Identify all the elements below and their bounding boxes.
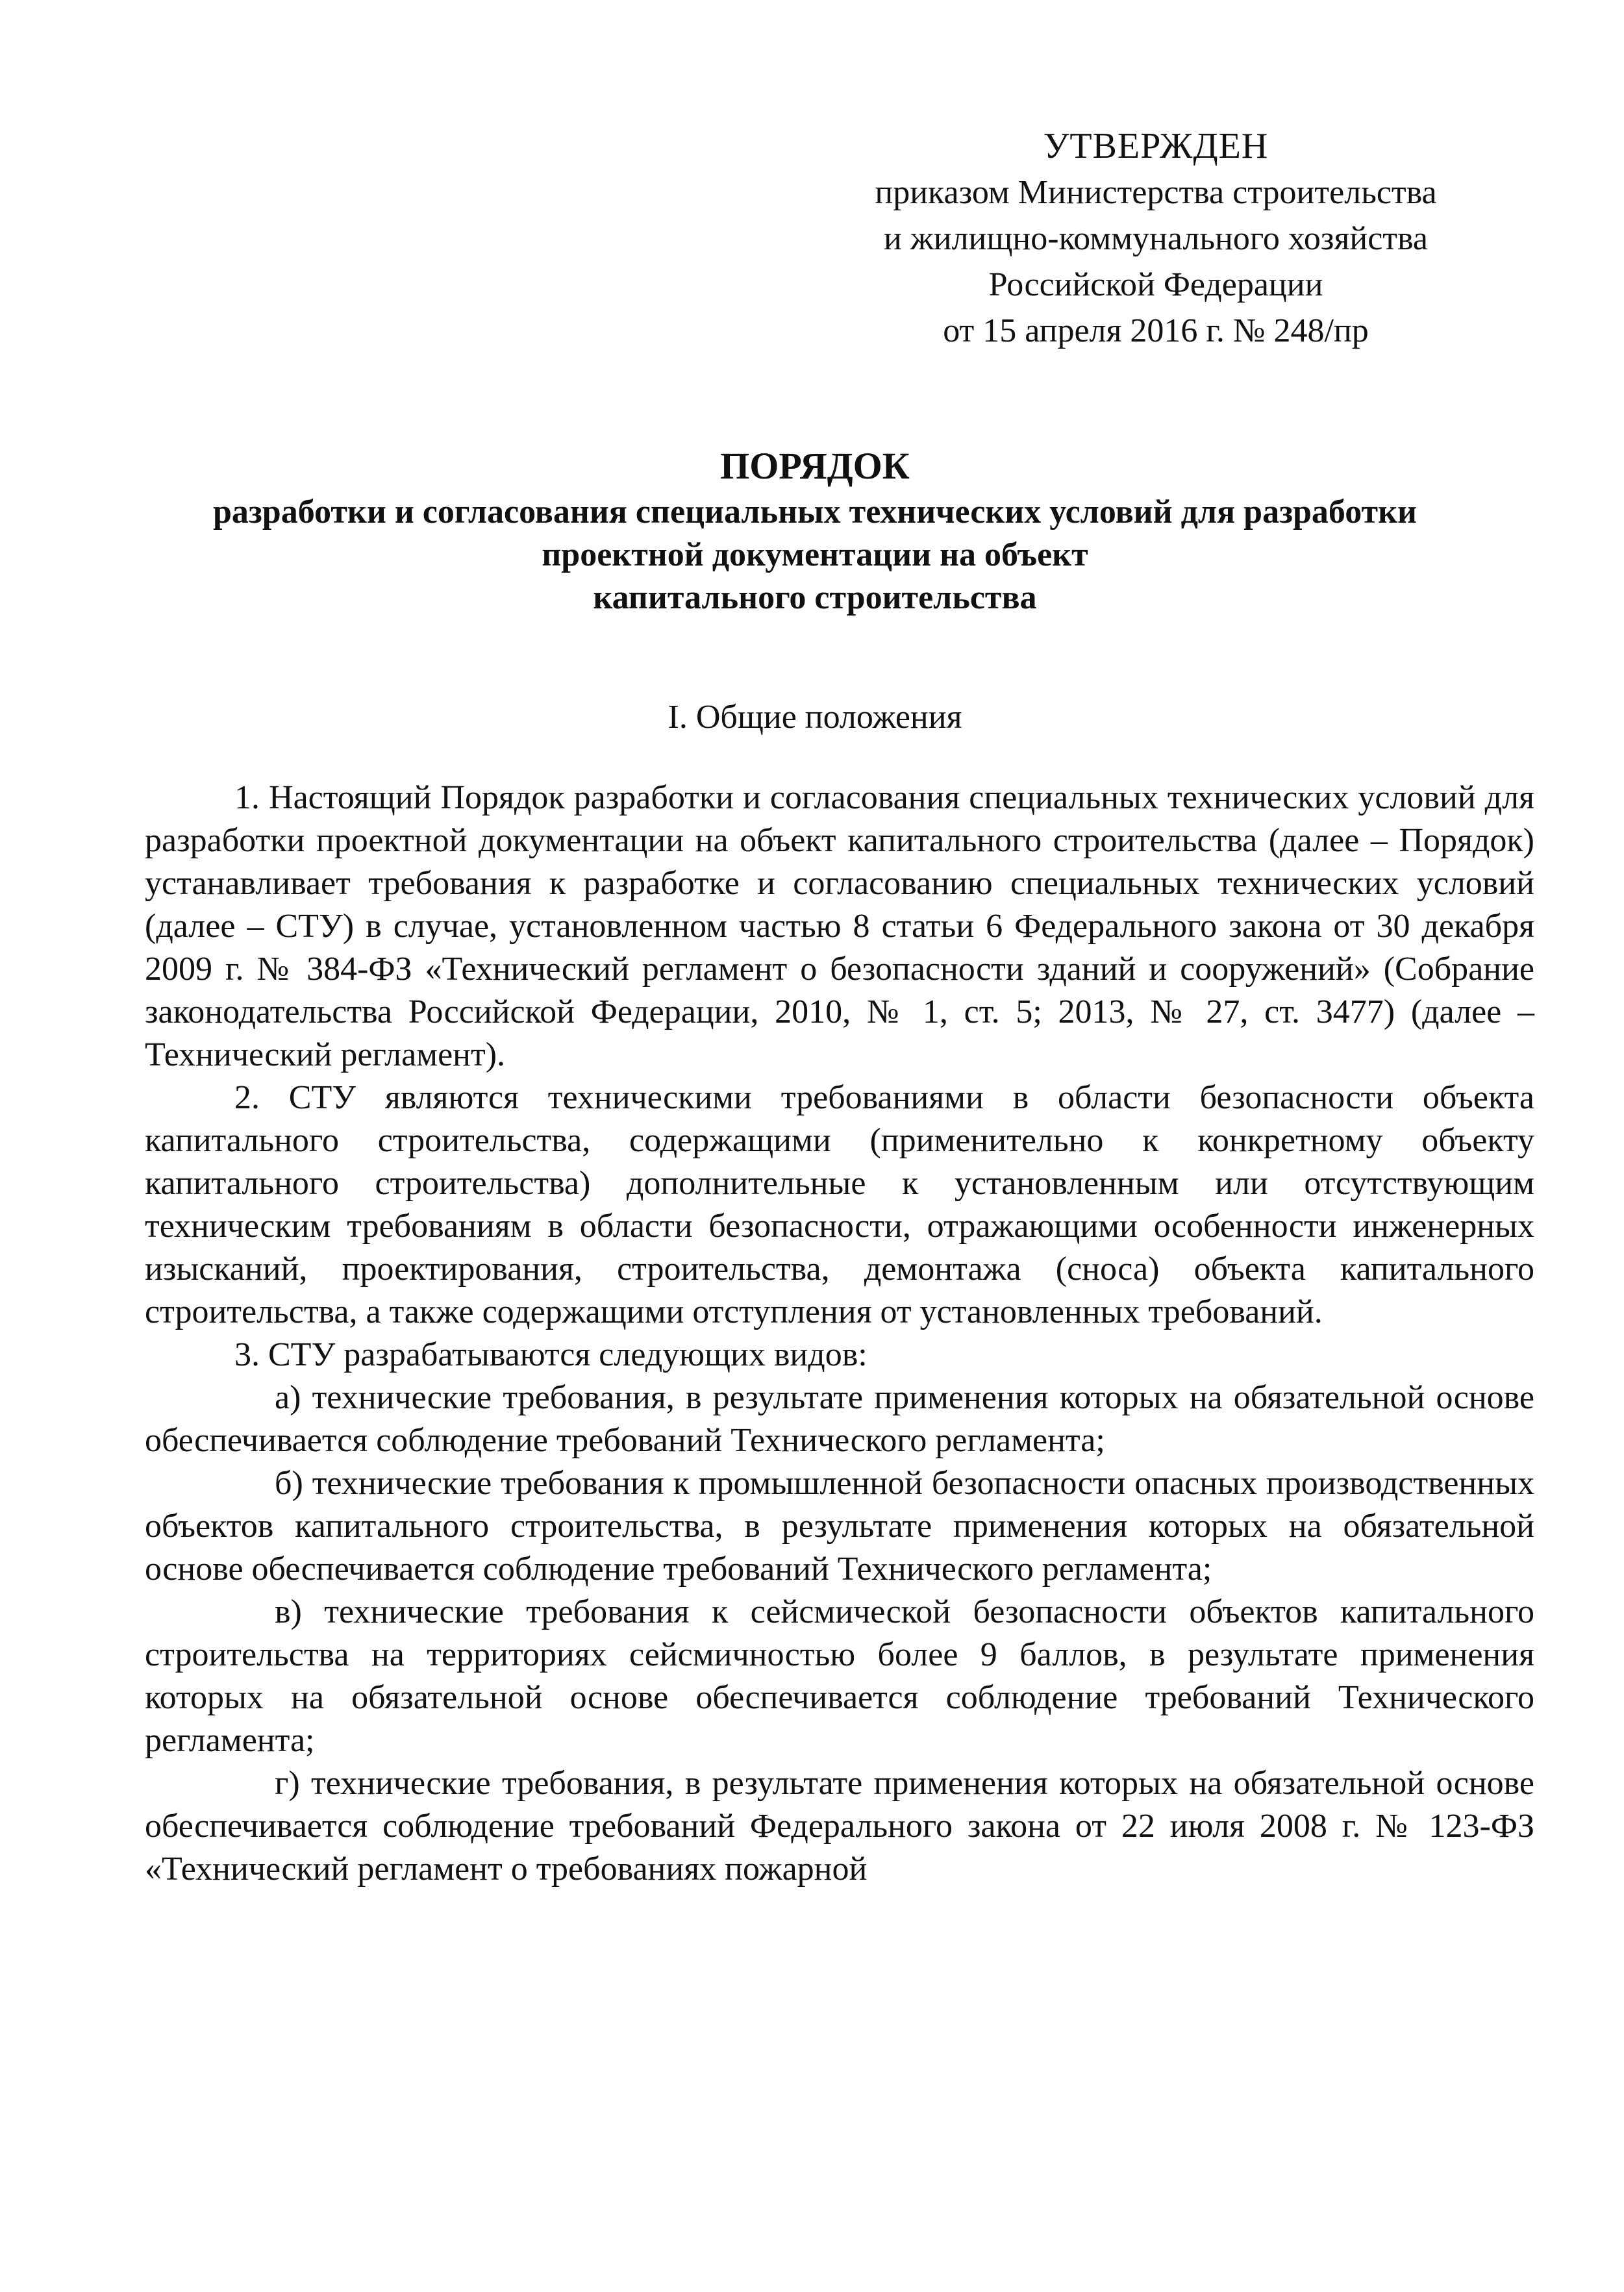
paragraph-2: 2. СТУ являются техническими требованиями в области безопасности объекта капитального строительства, содержащими (применительно к конкретному объекту капитального строительства) дополнительные к установленным или отсутствующим техническим требованиям в области безопасности, отражающими особенности инженерных изысканий, проектирования, строительства, демонтажа (сноса) объекта капитального строительства, а также содержащими отступления от установленных требований.: [145, 1079, 1534, 1330]
approval-stamp: [844, 123, 1468, 354]
subitem-a: а) технические требования, в результате применения которых на обязательной основе обеспечивается соблюдение требований Технического регламента;: [145, 1379, 1534, 1459]
document-subtitle-line: проектной документации на объект: [542, 536, 1088, 573]
document-body: [145, 777, 1534, 1891]
document-title: ПОРЯДОК: [720, 445, 910, 487]
document-subtitle-line: капитального строительства: [593, 579, 1037, 616]
approval-line: и жилищно-коммунального хозяйства: [884, 220, 1428, 257]
paragraph-1: 1. Настоящий Порядок разработки и согласования специальных технических условий для разработки проектной документации на объект капитального строительства (далее – Порядок) устанавливает требования к разработке и согласованию специальных технических условий (далее – СТУ) в случае, установленном частью 8 статьи 6 Федерального закона от 30 декабря 2009 г. № 384-ФЗ «Технический регламент о безопасности зданий и сооружений» (Собрание законодательства Российской Федерации, 2010, № 1, ст. 5; 2013, № 27, ст. 3477) (далее – Технический регламент).: [145, 779, 1534, 1073]
subitem-b: б) технические требования к промышленной безопасности опасных производственных объектов капитального строительства, в результате применения которых на обязательной основе обеспечивается соблюдение требований Технического регламента;: [145, 1465, 1534, 1588]
approval-line: Российской Федерации: [988, 266, 1323, 303]
approval-line: приказом Министерства строительства: [875, 174, 1437, 211]
document-subtitle-line: разработки и согласования специальных технических условий для разработки: [212, 493, 1418, 530]
document-title-block: [130, 442, 1500, 619]
paragraph-3: 3. СТУ разрабатываются следующих видов:: [234, 1336, 868, 1373]
approved-label: УТВЕРЖДЕН: [1043, 126, 1269, 166]
section-heading: I. Общие положения: [668, 699, 962, 736]
approval-date-number: от 15 апреля 2016 г. № 248/пр: [943, 312, 1369, 349]
subitem-v: в) технические требования к сейсмической безопасности объектов капитального строительства на территориях сейсмичностью более 9 баллов, в результате применения которых на обязательной основе обеспечивается соблюдение требований Технического регламента;: [145, 1593, 1534, 1759]
subitem-g: г) технические требования, в результате применения которых на обязательной основе обеспечивается соблюдение требований Федерального закона от 22 июля 2008 г. № 123-ФЗ «Технический регламент о требованиях пожарной: [145, 1765, 1534, 1887]
